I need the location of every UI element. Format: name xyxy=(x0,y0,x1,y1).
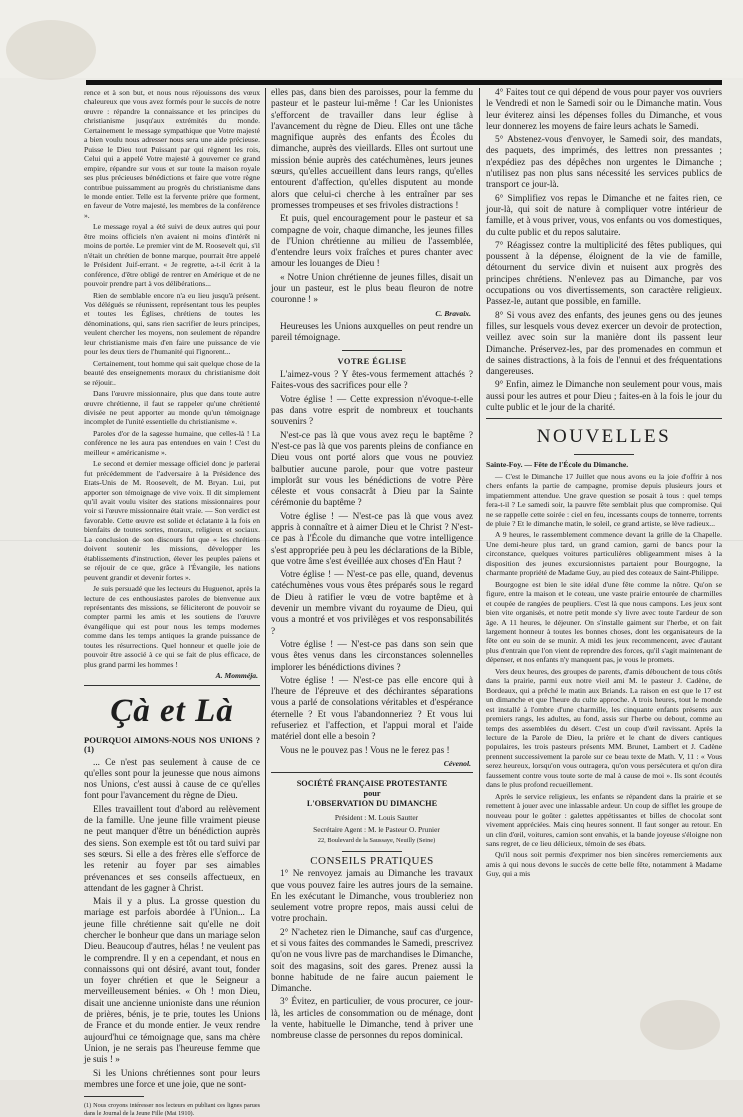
divider xyxy=(84,1096,144,1097)
article-paragraph: Votre église ! — N'est-ce pas dans son sein que vous êtes venus dans les circonstances solennelles implorer les bénédictions divines ? xyxy=(271,639,473,673)
author-signature: C. Bravaix. xyxy=(435,308,471,318)
section-title: Çà et Là xyxy=(110,692,234,729)
article-paragraph: ... Ce n'est pas seulement à cause de ce qu'elles sont pour la jeunesse que nous aimons nos Unions, c'est aussi à cause de ce qu'elles font pour l'avancement du règne de Dieu. xyxy=(84,757,260,802)
article-paragraph: Votre église ! — Cette expression n'évoque-t-elle pas dans votre esprit de nombreux et touchants souvenirs ? xyxy=(271,394,473,428)
column-2 xyxy=(271,88,473,1042)
article-heading: CONSEILS PRATIQUES xyxy=(310,854,434,867)
footnote: (1) Nous croyons intéresser nos lecteurs en publiant ces lignes parues dans le Journal de la Jeune Fille (Mai 1910). xyxy=(84,1102,260,1117)
article-paragraph: 7° Réagissez contre la multiplicité des fêtes publiques, qui poussent à la dépense, éloignent de la vie de famille, détournent du service divin et nuisent aux progrès des principes chrétiens. N'enlevez pas au Dimanche, par vos occupations ou vos divertissements, son caractère religieux. Passez-le, autant que possible, en famille. xyxy=(486,240,722,308)
article-paragraph: Bourgogne est bien le site idéal d'une fête comme la nôtre. Qu'on se figure, entre la maison et le coteau, une vaste prairie entourée de charmilles et coupée de rangées de peupliers. C'est là que nous campons. Les jeux sont bien vite organisés, et notre petit monde s'y livre avec toute l'ardeur de son âge. A 11 heures, le déjeuner. On s'installe gaiment sur l'herbe, et on fait largement honneur à toutes les bonnes choses, dont les organisateurs de la fête ont eu soin de se munir. A midi les jeux recommencent, avec d'autant plus d'entrain que l'on vient de reprendre des forces, qu'il s'agit maintenant de dépenser, et nos enfants n'y manquent pas, je vous le promets. xyxy=(486,579,722,665)
article-paragraph: — C'est le Dimanche 17 Juillet que nous avons eu la joie d'offrir à nos chers enfants la partie de campagne, promise depuis plusieurs jours et impatiemment attendue. Une grave question se posait à tous : quel temps fera-t-il ? Le samedi soir, la pauvre fête semblait plus que compromise. Qui ne se rappelle cette soirée : ciel en feu, incessants coups de tonnerre, torrents de pluie ? Et le dimanche matin, le soleil, ce grand artiste, se lève radieux... xyxy=(486,471,722,529)
article-paragraph: Mais il y a plus. La grosse question du mariage est parfois abordée à l'Union... La jeune fille chrétienne sait qu'elle ne doit chercher le bonheur que dans un mariage selon Dieu. Beaucoup d'autres, hélas ! ne veulent pas le comprendre. Il y en a cependant, et nous en connaissons qui ont désiré, avant tout, fonder un foyer chrétien et que le Seigneur a merveilleusement bénies. « Oh ! mon Dieu, disait une ancienne unioniste dans une réunion de prières, bénis, je te prie, toutes les Unions de France et du monde entier. Je veux rendre aujourd'hui ce témoignage que, sans ma chère Union, je ne serais pas l'heureuse femme que je suis ! » xyxy=(84,897,260,1066)
president-line: Président : M. Louis Sautter xyxy=(334,813,419,823)
divider xyxy=(342,851,402,852)
article-paragraph: N'est-ce pas là que vous avez reçu le baptême ? N'est-ce pas là que vos parents pleins de confiance en Dieu vous ont porté alors que vous ne pouviez balbutier aucune parole, pour que votre pasteur implorât sur vous les bénédictions de votre Père céleste et vous consacrât à Dieu par la Sainte cérémonie du baptême ? xyxy=(271,430,473,509)
article-paragraph: Rien de semblable encore n'a eu lieu jusqu'à présent. Vos délégués se réunissent, représentant tous les peuples et toutes les Églises, chrétiens de toutes les dénominations, qui, sans rien sacrifier de leurs principes, veulent chercher les moyens, non seulement de répandre leur christianisme mais d'en faire une puissance de vie pour les deux tiers de l'humanité qui l'ignorent... xyxy=(84,290,260,357)
article-paragraph: Je suis persuadé que les lecteurs du Huguenot, après la lecture de ces enthousiastes paroles de bienvenue aux représentants des missions, se féliciteront de pouvoir se compter parmi les amis et les soutiens de l'œuvre évangélique qui est pour nous les temps modernes comme dans les temps antiques la grande puissance de toutes les résurrections. Quel honneur et quelle joie de pouvoir être associé à ce qui se fait de plus efficace, de plus grand parmi les hommes ! xyxy=(84,584,260,669)
divider xyxy=(486,418,722,419)
author-signature: Cévenol. xyxy=(443,758,471,768)
column-1 xyxy=(84,88,260,1117)
article-paragraph: Elles travaillent tout d'abord au relèvement de la famille. Une jeune fille vraiment pieuse ne peut manquer d'être un bénédiction auprès des siens. Son exemple est tôt ou tard suivi par ses sœurs. Si elle a des frères elle s'efforce de les retenir au foyer par ses aimables prévenances et ses conseils affectueux, en attendant de les gagner à Christ. xyxy=(84,804,260,894)
article-heading: VOTRE ÉGLISE xyxy=(337,356,407,366)
divider xyxy=(271,772,473,773)
header-rule xyxy=(86,80,722,85)
article-paragraph: Si les Unions chrétiennes sont pour leurs membres une force et une joie, que ne sont- xyxy=(84,1068,260,1090)
article-paragraph: elles pas, dans bien des paroisses, pour la femme du pasteur et le pasteur lui-même ! Car les Unionistes s'efforcent de travailler dans leur église à l'avancement du règne de Dieu. Elles ont une tâche magnifique auprès des enfants des Écoles du dimanche, auprès des vieillards. Elles ont surtout une mission bénie auprès des catéchumènes, leurs jeunes sœurs, qu'elles accueillent dans leurs rangs, qu'elles entourent d'affection, qu'elles disputent au monde alors que celui-ci cherche à les entraîner par ses promesses trompeuses et ses frivoles distractions ! xyxy=(271,88,473,211)
article-paragraph: Le second et dernier message officiel donc je parlerai fut précédemment de l'adversaire à la Présidence des Etats-Unis de M. Roosevelt, de M. Bryan. Lui, put apporter son témoignage de vive voix. Il dit simplement qu'il avait voulu visiter des stations missionnaires pour voir si l'œuvre missionnaire était vraie. — Son verdict est favorable. Cette œuvre est solide et éclatante à la fois en bienfaits de toutes sortes, moraux, religieux et sociaux. La conclusion de son discours fut que « les chrétiens doivent soutenir les missions, développer les établissements d'instruction, élever les peuples païens et se réjouir de ce que, grâce à l'Évangile, les nations peuvent grandir et devenir fortes ». xyxy=(84,459,260,582)
secretary-line: Secrétaire Agent : M. le Pasteur O. Prunier xyxy=(313,824,440,834)
article-paragraph: 6° Simplifiez vos repas le Dimanche et ne faites rien, ce jour-là, qui soit de nature à compliquer votre intérieur de famille, et à vous priver, vous, vos enfants ou vos domestiques, du culte public et du repos salutaire. xyxy=(486,193,722,238)
column-3 xyxy=(486,88,722,1028)
article-paragraph: Dans l'œuvre missionnaire, plus que dans toute autre œuvre chrétienne, il faut se rappeler qu'une chrétienté divisée ne peut apporter au monde qu'un témoignage incomplet de l'unité essentielle du christianisme ». xyxy=(84,389,260,427)
article-paragraph: Votre église ! — N'est-ce pas elle encore qui à l'heure de l'épreuve et des déchirantes séparations vous a parlé de consolations véritables et d'espérance éternelle ? Et vous l'abandonneriez ? Et vous lui refuseriez et l'affection, et l'appui moral et l'aide matériel dont elle a besoin ? xyxy=(271,675,473,743)
article-paragraph: Votre église ! — N'est-ce pas elle, quand, devenus catéchumènes vous vous êtes préparés sous le regard de Dieu à ratifier le vœu de votre baptême et à devenir un membre vivant du royaume de Dieu, qui vous a montré et vos privilèges et vos responsabilités ? xyxy=(271,570,473,637)
article-paragraph: Certainement, tout homme qui sait quelque chose de la beauté des enseignements moraux du christianisme doit se réjouir.. xyxy=(84,358,260,387)
article-paragraph: Paroles d'or de la sagesse humaine, que celles-là ! La conférence ne les aura pas entendues en vain ! C'est du meilleur « américanisme ». xyxy=(84,428,260,457)
article-paragraph: 3° Évitez, en particulier, de vous procurer, ce jour-là, les articles de consommation ou de ménage, dont la vente, habituelle le Dimanche, tend à priver une nombreuse classe de personnes du repos dominical. xyxy=(271,997,473,1042)
top-margin xyxy=(0,0,743,78)
article-paragraph: Qu'il nous soit permis d'exprimer nos bien sincères remerciements aux amis à qui nous devons le succès de cette belle fête, notamment à Madame Guy, qui a mis xyxy=(486,850,722,879)
author-signature: A. Momméja. xyxy=(215,671,258,681)
article-paragraph: 5° Abstenez-vous d'envoyer, le Samedi soir, des mandats, des paquets, des imprimés, des lettres non pressantes ; n'expédiez pas des dépêches non urgentes le Dimanche ; n'utilisez pas non plus sans nécessité les services publics de transport ce jour-là. xyxy=(486,135,722,191)
article-paragraph: L'aimez-vous ? Y êtes-vous fermement attachés ? Faites-vous des sacrifices pour elle ? xyxy=(271,370,473,392)
article-paragraph: A 9 heures, le rassemblement commence devant la grille de la Chapelle. Une demi-heure plus tard, un grand camion, garni de bancs pour la circonstance, quelques voitures particulières obligeamment mises à la disposition des jeunes excursionnistes partaient pour Bourgogne, la charmante propriété de Madame Guy, au pied des coteaux de Saint-Philippe. xyxy=(486,530,722,578)
article-paragraph: Et puis, quel encouragement pour le pasteur et sa compagne de voir, chaque dimanche, les jeunes filles de l'Union chrétienne au milieu de l'assemblée, d'entendre leurs voix fraîches et pures chanter avec amour les louanges de Dieu ! xyxy=(271,214,473,270)
article-paragraph: 8° Si vous avez des enfants, des jeunes gens ou des jeunes filles, sur lesquels vous devez exercer un devoir de protection, veillez avec soin sur la manière dont ils passent leur Dimanche. Préservez-les, par des promenades en commun et de saines distractions, à la fois de l'ennui et des fréquentations dangereuses. xyxy=(486,310,722,378)
society-address: 22, Boulevard de la Saussaye, Neuilly (Seine) xyxy=(317,837,436,845)
divider xyxy=(342,350,402,351)
divider xyxy=(574,454,634,455)
section-title: NOUVELLES xyxy=(536,426,672,448)
article-paragraph: Heureuses les Unions auxquelles on peut rendre un pareil témoignage. xyxy=(271,322,473,344)
column-rule xyxy=(265,88,266,1020)
article-paragraph: 4° Faites tout ce qui dépend de vous pour payer vos ouvriers le Vendredi et non le Samedi soir ou le Dimanche matin. Vous leur éviterez ainsi les dépenses folles du Dimanche, et vous leur donnerez les moyens de faire leurs achats le Samedi. xyxy=(486,88,722,132)
article-paragraph: 1° Ne renvoyez jamais au Dimanche les travaux que vous pouvez faire les autres jours de la semaine. En les exécutant le Dimanche, vous troubleriez non seulement votre propre repos, mais aussi celui de votre prochain. xyxy=(271,869,473,925)
article-paragraph: « Notre Union chrétienne de jeunes filles, disait un jour un pasteur, est le plus beau fleuron de notre couronne ! » xyxy=(271,272,473,306)
article-paragraph: Le message royal a été suivi de deux autres qui pour être moins officiels n'en avaient ni moins d'intérêt ni moins de portée. Le premier vint de M. Roosevelt qui, s'il n'était un chrétien de bonne marque, pourrait être appelé le Président Juif-errant. « Je regrette, a-t-il écrit à la conférence, d'être obligé de rentrer en Amérique et de ne pouvoir prendre part à vos délibérations... xyxy=(84,222,260,289)
article-paragraph: Après le service religieux, les enfants se répandent dans la prairie et se remettent à jouer avec une inlassable ardeur. Un coup de sifflet les groupe de nouveau pour le goûter : galettes appétissantes et billes de chocolat sont vivement appréciées. Mais cinq heures sonnent. Il faut songer au retour. En un clin d'œil, voitures, camion sont envahis, et la bande joyeuse s'éloigne non sans regret, de ce lieu délicieux, témoin de ses ébats. xyxy=(486,791,722,848)
article-paragraph: rence et à son but, et nous nous réjouissons des vœux chaleureux que vous avez formés pour le succès de notre œuvre : répandre la connaissance et les principes du christianisme jusqu'aux extrémités du monde. Certainement le message sympathique que Votre majesté a bien voulu nous adresser nous sera une aide précieuse. Puisse le Dieu tout Puissant par qui règnent les rois, Celui qui a appelé Votre majesté à gouverner ce grand empire, répandre sur vous et sur toute la maison royale ses plus précieuses bénédictions et faire que votre règne contribue puissamment au progrès du christianisme dans le monde entier. Telle est la fervente prière que forment, en faveur de Votre majesté, les membres de la conférence ». xyxy=(84,88,260,220)
article-paragraph: Votre église ! — N'est-ce pas là que vous avez appris à connaître et à aimer Dieu et le Christ ? N'est-ce pas à l'École du dimanche que votre intelligence s'est appropriée peu à peu les déclarations de la Bible, que votre âme s'est éveillée aux choses d'En Haut ? xyxy=(271,511,473,567)
article-paragraph: 2° N'achetez rien le Dimanche, sauf cas d'urgence, et si vous faites des commandes le Samedi, prescrivez qu'on ne vous livre pas de marchandises le Dimanche, soit des magasins, soit des gares. Prenez aussi la bonne habitude de ne faire aucun paiement le Dimanche. xyxy=(271,927,473,995)
article-paragraph: Vers deux heures, des groupes de parents, d'amis débouchent de tous côtés dans la prairie, parmi eux notre vieil ami M. le pasteur J. Cadène, de Bordeaux, qui a prêché le matin aux Briands. La raison en est que le 17 est un dimanche et que l'heure du culte approche. A trois heures, tout le monde est installé à l'ombre d'une charmille, les cinquante enfants présents aux premiers rangs, les adultes, au fond, assis sur l'herbe ou debout, comme au temps des assemblées du désert. C'est un coup d'œil ravissant. Après la lecture de la Parole de Dieu, la prière et le chant de divers cantiques populaires, les trois pasteurs présents MM. Brunet, Lambert et J. Cadène prennent successivement la parole sur ce beau texte de Math. V, 11 : « Vous serez heureux, lorsqu'on vous outragera, qu'on vous persécutera et qu'on dira faussement contre vous toute sorte de mal à cause de moi ». Ils sont écoutés dans le plus profond recueillement. xyxy=(486,666,722,790)
paper-stain xyxy=(6,20,96,80)
society-title: SOCIÉTÉ FRANÇAISE PROTESTANTE pour L'OBSERVATION DU DIMANCHE xyxy=(296,779,448,809)
column-rule xyxy=(479,88,480,1020)
news-heading: Sainte-Foy. — Fête de l'École du Dimanche. xyxy=(486,460,629,470)
article-paragraph: Vous ne le pouvez pas ! Vous ne le ferez pas ! xyxy=(280,745,450,756)
article-paragraph: 9° Enfin, aimez le Dimanche non seulement pour vous, mais aussi pour les autres et pour Dieu ; faites-en à la fois le jour du culte public et le jour de la charité. xyxy=(486,380,722,414)
article-heading: POURQUOI AIMONS-NOUS NOS UNIONS ? (1) xyxy=(84,734,260,755)
divider xyxy=(84,685,260,686)
